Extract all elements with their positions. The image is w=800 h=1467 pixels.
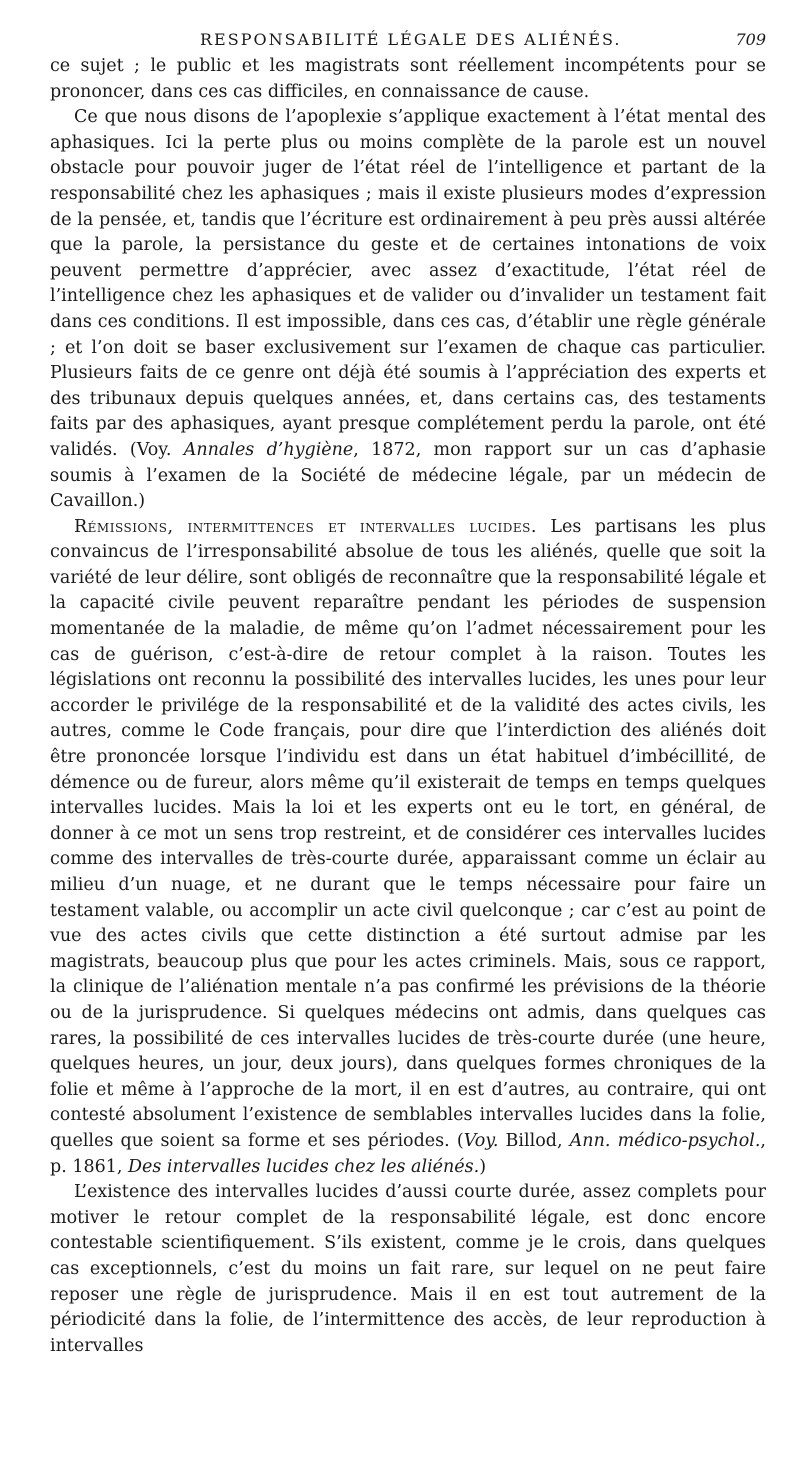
journal-title: Ann. médico-psychol. <box>569 1130 761 1151</box>
page-number: 709 <box>735 30 766 49</box>
paragraph-aphasiques: Ce que nous disons de l’apoplexie s’applique exactement à l’état mental des aphasiques. Ici la perte plus ou moins complète de la parole est un nouvel obstacle pour pouvoir juger de l’état réel de l’intelligence et partant de la responsabilité chez les aphasiques ; mais il existe plusieurs modes d’expression de la pensée, et, tandis que l’écriture est ordinairement à peu près aussi altérée que la parole, la persistance du geste et de certaines intonations de voix peuvent permettre d’apprécier, avec assez d’exactitude, l’état réel de l’intelligence chez les aphasiques et de valider ou d’invalider un testament fait dans ces conditions. Il est impossible, dans ces cas, d’établir une règle générale ; et l’on doit se baser exclusivement sur l’examen de chaque cas particulier. Plusieurs faits de ce genre ont déjà été soumis à l’appréciation des experts et des tribunaux depuis quelques années, et, dans certains cas, des testaments faits par des aphasiques, ayant presque complétement perdu la parole, ont été validés. (Voy. Annales d’hygiène, 1872, mon rapport sur un cas d’aphasie soumis à l’examen de la Société de médecine légale, par un médecin de Cavaillon.) <box>50 107 766 512</box>
article-title: Des intervalles lucides chez les aliénés. <box>128 1156 480 1177</box>
reference-title: Annales d’hygiène <box>183 439 354 460</box>
section-heading: Rémissions, intermittences et intervalles lucides. <box>74 516 537 537</box>
page-body <box>50 54 766 1359</box>
paragraph-continuation: ce sujet ; le public et les magistrats sont réellement incompétents pour se prononcer, dans ces cas difficiles, en connaissance de cause. <box>50 56 766 102</box>
paragraph-existence: L’existence des intervalles lucides d’aussi courte durée, assez complets pour motiver le retour complet de la responsabilité légale, est donc encore contestable scientifiquement. S’ils existent, comme je le crois, dans quelques cas exceptionnels, c’est du moins un fait rare, sur lequel on ne peut faire reposer une règle de jurisprudence. Mais il en est tout autrement de la périodicité dans la folie, de l’intermittence des accès, de leur reproduction à intervalles <box>50 1182 766 1356</box>
running-title: RESPONSABILITÉ LÉGALE DES ALIÉNÉS. <box>200 30 622 49</box>
book-page <box>50 30 766 1359</box>
paragraph-intervalles-lucides: Rémissions, intermittences et intervalles lucides. Les partisans les plus convaincus de l’irresponsabilité absolue de tous les aliénés, quelle que soit la variété de leur délire, sont obligés de reconnaître que la responsabilité légale et la capacité civile peuvent reparaître pendant les périodes de suspension momentanée de la maladie, de même qu’on l’admet nécessairement pour les cas de guérison, c’est-à-dire de retour complet à la raison. Toutes les législations ont reconnu la possibilité des intervalles lucides, les unes pour leur accorder le privilége de la responsabilité et de la validité des actes civils, les autres, comme le Code français, pour dire que l’interdiction des aliénés doit être prononcée lorsque l’individu est dans un état habituel d’imbécillité, de démence ou de fureur, alors même qu’il existerait de temps en temps quelques intervalles lucides. Mais la loi et les experts ont eu le tort, en général, de donner à ce mot un sens trop restreint, et de considérer ces intervalles lucides comme des intervalles de très-courte durée, apparaissant comme un éclair au milieu d’un nuage, et ne durant que le temps nécessaire pour faire un testament valable, ou accomplir un acte civil quelconque ; car c’est au point de vue des actes civils que cette distinction a été surtout admise par les magistrats, beaucoup plus que pour les actes criminels. Mais, sous ce rapport, la clinique de l’aliénation mentale n’a pas confirmé les prévisions de la théorie ou de la jurisprudence. Si quelques médecins ont admis, dans quelques cas rares, la possibilité de ces intervalles lucides de très-courte durée (une heure, quelques heures, un jour, deux jours), dans quelques formes chroniques de la folie et même à l’approche de la mort, il en est d’autres, au contraire, qui ont contesté absolument l’existence de semblables intervalles lucides dans la folie, quelles que soient sa forme et ses périodes. (Voy. Billod, Ann. médico-psychol., p. 1861, Des intervalles lucides chez les aliénés.) <box>50 516 766 1177</box>
running-header <box>50 30 766 54</box>
